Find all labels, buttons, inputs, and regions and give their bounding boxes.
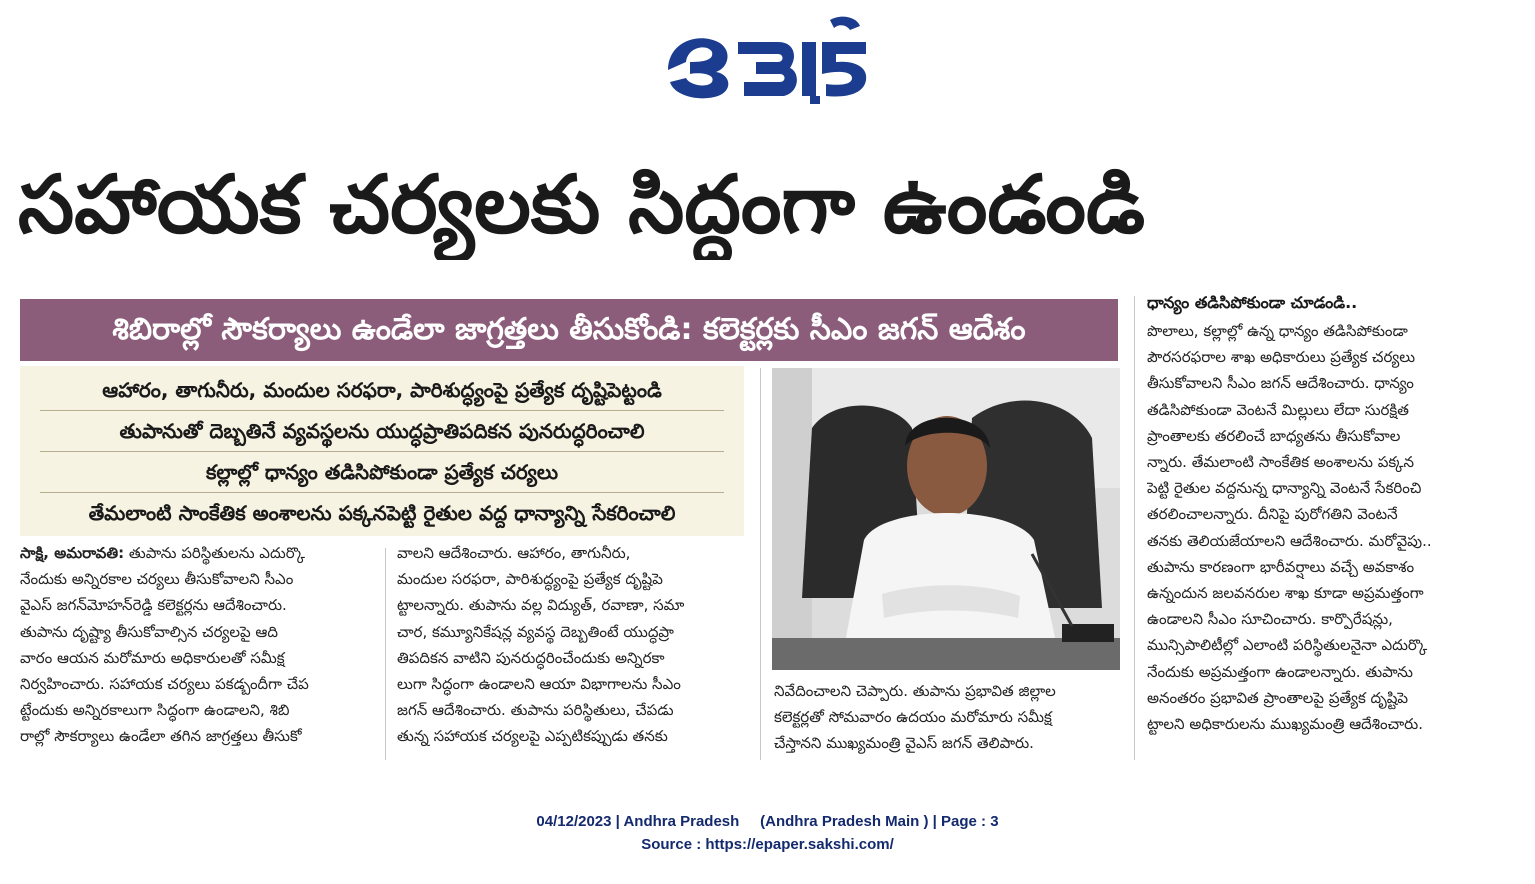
article-line: తీసుకోవాలని సీఎం జగన్‌ ఆదేశించారు. ధాన్యం [1147, 374, 1414, 393]
sakshi-logo [660, 12, 875, 104]
article-line: లుగా సిద్ధంగా ఉండాలని ఆయా విభాగాలను సీఎం [397, 675, 681, 694]
article-line: జగన్‌ ఆదేశించారు. తుపాను పరిస్థితులు, చేపడు [397, 701, 674, 720]
article-line: తుపాను కారణంగా భారీవర్షాలు వచ్చే అవకాశం [1147, 557, 1415, 576]
article-line: న్నారు. తేమలాంటి సాంకేతిక అంశాలను పక్కన [1147, 453, 1415, 472]
article-line: వాలని ఆదేశించారు. ఆహారం, తాగునీరు, [397, 544, 631, 562]
article-line: మందుల సరఫరా, పారిశుద్ధ్యంపై ప్రత్యేక దృష్టిపె [397, 570, 663, 589]
article-line: నేందుకు అన్నిరకాల చర్యలు తీసుకోవాలని సీఎం [20, 570, 294, 589]
article-line: తుపాను పరిస్థితులను ఎదుర్కొ [128, 544, 306, 562]
highlight-item: ఆహారం, తాగునీరు, మందుల సరఫరా, పారిశుద్ధ్యంపై ప్రత్యేక దృష్టిపెట్టండి [40, 370, 724, 411]
article-line: తుపాను దృష్ట్యా తీసుకోవాల్సిన చర్యలపై ఆది [20, 622, 278, 641]
article-line: నేందుకు అప్రమత్తంగా ఉండాలన్నారు. తుపాను [1147, 662, 1413, 681]
person-photo-image [772, 368, 1120, 670]
article-line: తనకు తెలియజేయాలని ఆదేశించారు. మరోవైపు.. [1147, 531, 1432, 550]
article-line: తిపదికన వాటిని పునరుద్ధరించేందుకు అన్నిరకా [397, 648, 665, 667]
highlight-item: కల్లాల్లో ధాన్యం తడిసిపోకుండా ప్రత్యేక చర్యలు [40, 452, 724, 493]
article-line: పెట్టి రైతుల వద్దనున్న ధాన్యాన్ని వెంటనే సేకరించి [1147, 479, 1422, 498]
article-line: ఉన్నందున జలవనరుల శాఖ కూడా అప్రమత్తంగా [1147, 584, 1424, 603]
highlights-box [20, 366, 744, 536]
article-line: పౌరసరఫరాల శాఖ అధికారులు ప్రత్యేక చర్యలు [1147, 348, 1416, 367]
article-column-2 [397, 540, 747, 750]
article-line: కలెక్టర్లతో సోమవారం ఉదయం మరోమారు సమీక్ష [774, 708, 1052, 727]
article-line: మున్సిపాలిటీల్లో ఎలాంటి పరిస్థితులనైనా ఎదుర్కొ [1147, 636, 1428, 655]
article-line: అనంతరం ప్రభావిత ప్రాంతాలపై ప్రత్యేక దృష్టిపె [1147, 688, 1409, 707]
article-column-1 [20, 540, 370, 750]
page-footer [0, 810, 1535, 856]
article-column-3 [774, 678, 1124, 757]
article-line: ట్టేందుకు అన్నిరకాలుగా సిద్ధంగా ఉండాలని, శిబి [20, 701, 290, 720]
footer-edition-line: 04/12/2023 | Andhra Pradesh (Andhra Pradesh Main ) | Page : 3 [536, 813, 999, 830]
article-line: వారం ఆయన మరోమారు అధికారులతో సమీక్ష [20, 648, 285, 667]
article-line: వైఎస్‌ జగన్‌మోహన్‌రెడ్డి కలెక్టర్లను ఆదేశించారు. [20, 596, 287, 615]
column-divider [385, 548, 386, 760]
article-line: నిర్వహించారు. సహాయక చర్యలు పకడ్బందీగా చేప [20, 675, 309, 694]
sakshi-logo-mark [660, 12, 875, 104]
person-photo [772, 368, 1120, 670]
article-line: ఉండాలని సీఎం సూచించారు. కార్పొరేషన్లు, [1147, 610, 1393, 629]
article-line: రాల్లో సౌకర్యాలు ఉండేలా తగిన జాగ్రత్తలు తీసుకో [20, 727, 302, 746]
article-line: చార, కమ్యూనికేషన్ల వ్యవస్థ దెబ్బతింటే యుద్ధప్రా [397, 622, 674, 641]
highlight-item: తేమలాంటి సాంకేతిక అంశాలను పక్కనపెట్టి రైతుల వద్ద ధాన్యాన్ని సేకరించాలి [88, 501, 676, 525]
article-line: ట్టాలన్నారు. తుపాను వల్ల విద్యుత్‌, రవాణా, సమా [397, 596, 685, 615]
article-column-4 [1147, 318, 1497, 737]
highlight-item: తుపానుతో దెబ్బతినే వ్యవస్థలను యుద్ధప్రాతిపదికన పునరుద్ధరించాలి [40, 411, 724, 452]
article-line: నివేదించాలని చెప్పారు. తుపాను ప్రభావిత జిల్లాల [774, 682, 1056, 700]
article-line: తున్న సహాయక చర్యలపై ఎప్పటికప్పుడు తనకు [397, 727, 668, 746]
sidebar-subheading: ధాన్యం తడిసిపోకుండా చూడండి.. [1147, 293, 1358, 312]
article-line: తరలించాలన్నారు. దీనిపై పురోగతిని వెంటనే [1147, 505, 1398, 524]
headline: సహాయక చర్యలకు సిద్ధంగా ఉండండి [18, 158, 1146, 251]
dateline: సాక్షి, అమరావతి: [20, 544, 125, 562]
article-line: తడిసిపోకుండా వెంటనే మిల్లులు లేదా సురక్షిత [1147, 400, 1409, 419]
article-line: చేస్తానని ముఖ్యమంత్రి వైఎస్‌ జగన్‌ తెలిపారు. [774, 734, 1034, 753]
footer-source-line: Source : https://epaper.sakshi.com/ [641, 836, 894, 853]
article-line: ప్రాంతాలకు తరలించే బాధ్యతను తీసుకోవాల [1147, 426, 1401, 445]
article-line: పొలాలు, కల్లాల్లో ఉన్న ధాన్యం తడిసిపోకుండా [1147, 322, 1408, 340]
article-line: ట్టాలని అధికారులను ముఖ్యమంత్రి ఆదేశించారు. [1147, 715, 1424, 734]
column-divider [760, 368, 761, 760]
column-divider [1134, 296, 1135, 760]
subheadline-bar: శిబిరాల్లో సౌకర్యాలు ఉండేలా జాగ్రత్తలు తీసుకోండి: కలెక్టర్లకు సీఎం జగన్‌ ఆదేశం [20, 299, 1118, 361]
